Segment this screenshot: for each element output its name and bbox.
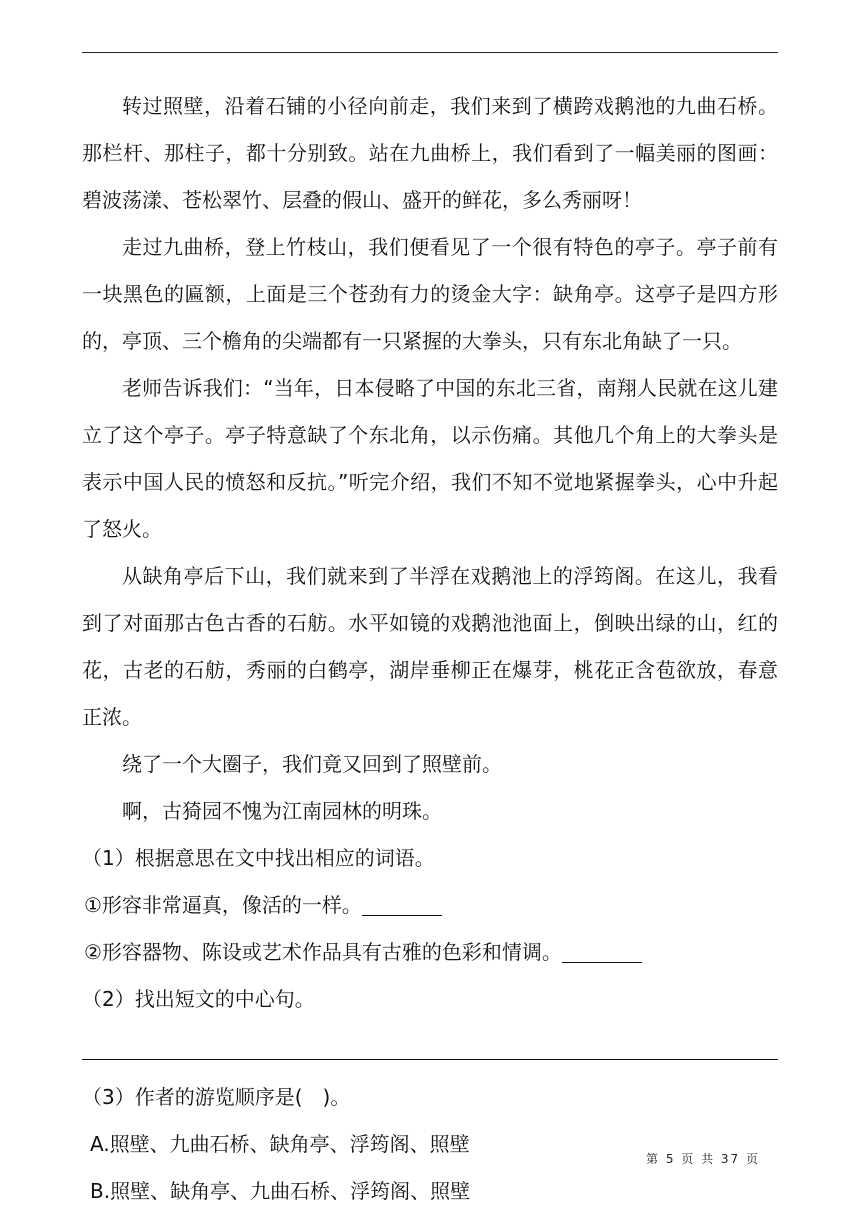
- question-3: （3）作者的游览顺序是( )。: [82, 1085, 351, 1109]
- option-a[interactable]: A.照壁、九曲石桥、缺角亭、浮筠阁、照壁: [90, 1132, 470, 1156]
- option-b[interactable]: B.照壁、缺角亭、九曲石桥、浮筠阁、照壁: [90, 1179, 471, 1203]
- answer-blank[interactable]: [562, 940, 642, 963]
- answer-line[interactable]: [82, 1059, 778, 1060]
- question-1a: [82, 882, 778, 929]
- paragraph: 从缺角亭后下山，我们就来到了半浮在戏鹅池上的浮筠阁。在这儿，我看到了对面那古色古香的石舫。水平如镜的戏鹅池池面上，倒映出绿的山，红的花，古老的石舫，秀丽的白鹤亭，湖岸垂柳正在爆芽，桃花正含苞欲放，春意正浓。: [82, 564, 778, 729]
- question-1b: [82, 929, 778, 976]
- paragraph: 绕了一个大圈子，我们竟又回到了照壁前。: [122, 752, 502, 776]
- document-body: [82, 83, 778, 1215]
- question-2: （2）找出短文的中心句。: [82, 987, 315, 1011]
- question-1: （1）根据意思在文中找出相应的词语。: [82, 846, 435, 870]
- header-rule: [82, 52, 778, 53]
- answer-blank[interactable]: [362, 893, 442, 916]
- paragraph: 走过九曲桥，登上竹枝山，我们便看见了一个很有特色的亭子。亭子前有一块黑色的匾额，上面是三个苍劲有力的烫金大字：缺角亭。这亭子是四方形的，亭顶、三个檐角的尖端都有一只紧握的大拳头，只有东北角缺了一只。: [82, 235, 778, 353]
- question-1b-text: ②形容器物、陈设或艺术作品具有古雅的色彩和情调。: [84, 940, 562, 964]
- question-1a-text: ①形容非常逼真，像活的一样。: [84, 893, 362, 917]
- paragraph: 啊，古猗园不愧为江南园林的明珠。: [122, 799, 442, 823]
- page-number: 第 5 页 共 37 页: [646, 1152, 760, 1166]
- paragraph: 转过照壁，沿着石铺的小径向前走，我们来到了横跨戏鹅池的九曲石桥。那栏杆、那柱子，都十分别致。站在九曲桥上，我们看到了一幅美丽的图画：碧波荡漾、苍松翠竹、层叠的假山、盛开的鲜花，多么秀丽呀！: [82, 94, 778, 212]
- paragraph: 老师告诉我们：“当年，日本侵略了中国的东北三省，南翔人民就在这儿建立了这个亭子。亭子特意缺了个东北角，以示伤痛。其他几个角上的大拳头是表示中国人民的愤怒和反抗。”听完介绍，我们不知不觉地紧握拳头，心中升起了怒火。: [82, 376, 778, 541]
